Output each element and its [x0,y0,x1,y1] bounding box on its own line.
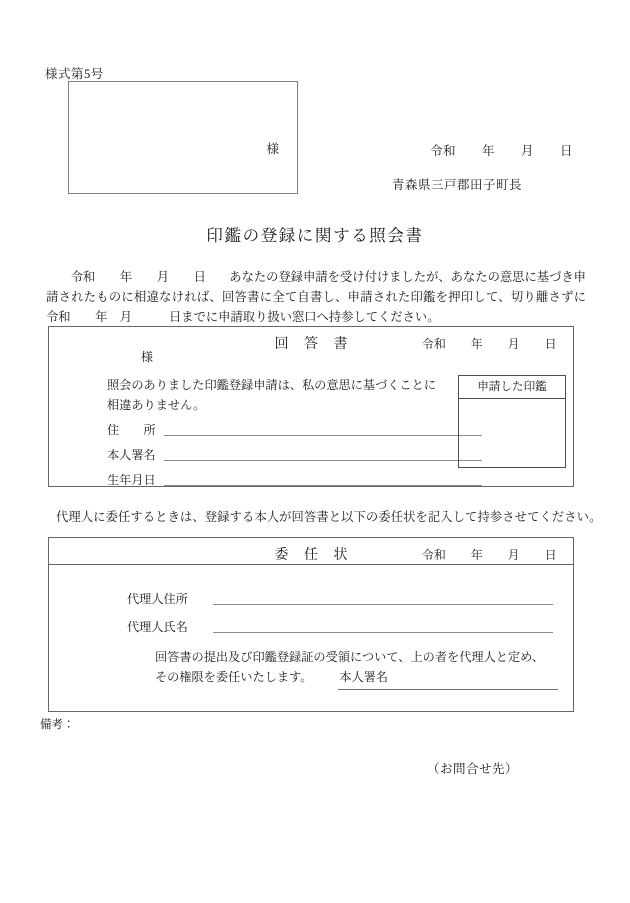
field-proxy-address[interactable] [127,590,553,607]
field-birthdate-input-line[interactable] [164,485,482,486]
reply-title: 回 答 書 [274,337,354,352]
stamp-impression-box[interactable] [458,375,566,468]
proxy-date-line: 令和 年 月 日 [421,548,557,562]
field-address-input-line[interactable] [164,435,482,436]
field-signature-input-line[interactable] [164,460,482,461]
proxy-statement-line1: 回答書の提出及び印鑑登録証の受領について、上の者を代理人と定め、 [155,650,545,664]
intro-line1-rest: あなたの登録申請を受け付けましたが、あなたの意思に基づき申請され [46,270,586,304]
reply-addressee-honorific: 様 [141,350,154,364]
addressee-honorific: 様 [266,142,279,156]
field-proxy-name[interactable] [127,618,553,635]
stamp-box-label: 申請した印鑑 [459,376,565,399]
addressee-box[interactable] [68,81,298,194]
intro-date: 令和 年 月 日 [70,270,206,284]
delegation-note: 代理人に委任するときは、登録する本人が回答書と以下の委任状を記入して持参させてください。 [56,510,602,524]
proxy-section [48,537,574,712]
proxy-signature-input-line[interactable] [338,689,558,690]
proxy-signature-label: 本人署名 [339,669,389,684]
issuing-authority: 青森県三戸郡田子町長 [392,178,523,192]
field-signature-label: 本人署名 [107,448,156,462]
reply-section [48,326,574,487]
page-title: 印鑑の登録に関する照会書 [206,226,424,245]
field-address[interactable] [107,421,482,438]
reply-date-line: 令和 年 月 日 [421,337,557,351]
field-address-label: 住 所 [107,423,156,437]
proxy-title: 委 任 状 [274,548,354,563]
field-birthdate-label: 生年月日 [107,473,156,487]
remarks-label: 備考： [40,719,75,731]
intro-line3: 月 日までに申請取り扱い窓口へ持参してください。 [107,309,440,324]
field-proxy-name-label: 代理人氏名 [127,620,188,634]
field-proxy-name-input-line[interactable] [213,632,553,633]
reply-statement-line1: 照会のありました印鑑登録申請は、私の意思に基づくことに [107,378,437,392]
contact-label: （お問合せ先） [427,762,519,776]
reply-statement-line2: 相違ありません。 [107,397,206,412]
field-signature[interactable] [107,446,482,463]
field-proxy-address-label: 代理人住所 [127,592,188,606]
form-number: 様式第5号 [45,67,104,81]
field-birthdate[interactable] [107,471,482,488]
reply-statement [107,376,447,415]
intro-paragraph [46,268,586,328]
intro-line2: たものに相違なければ、回答書に全て自書し、申請された印鑑を押印して、切り離さずに令和 年 [46,289,586,324]
field-proxy-address-input-line[interactable] [213,604,553,605]
proxy-statement [155,648,555,687]
proxy-statement-line2: その権限を委任いたします。 [155,669,313,684]
issue-date-line: 令和 年 月 日 [430,144,574,158]
proxy-header [49,538,573,565]
reply-header [49,327,573,353]
